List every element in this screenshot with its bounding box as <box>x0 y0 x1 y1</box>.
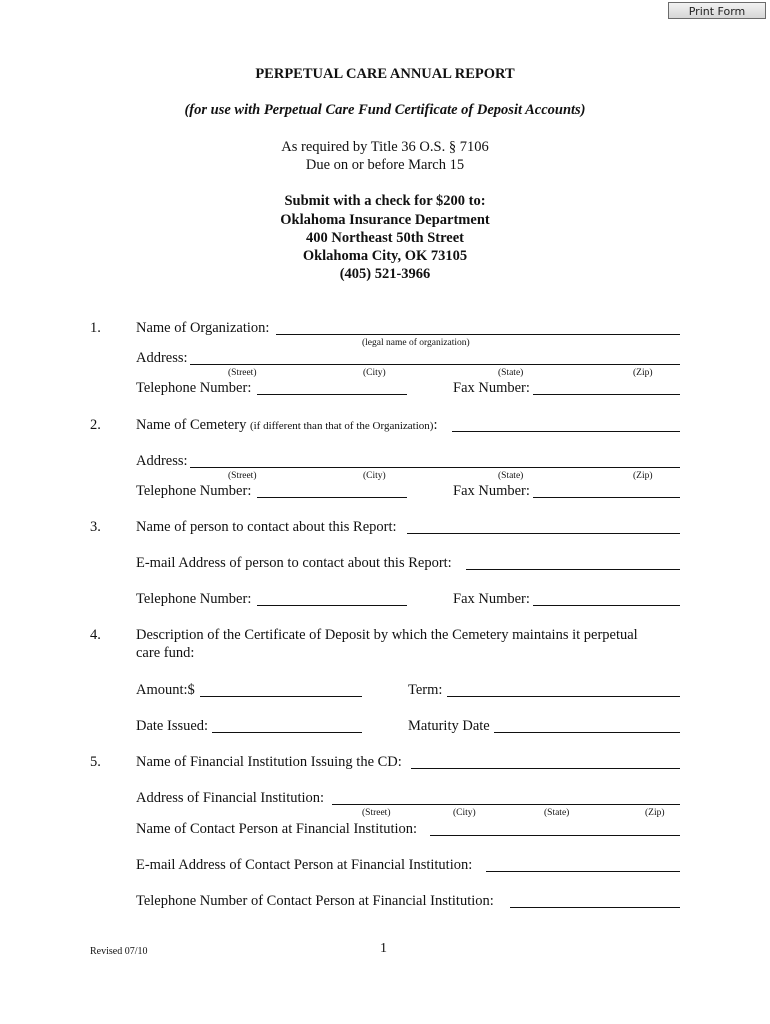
address-label: Address: <box>136 453 188 469</box>
street-hint: (Street) <box>362 808 391 818</box>
underline <box>452 431 680 432</box>
underline <box>411 768 680 769</box>
underline <box>276 334 680 335</box>
maturity-date-label: Maturity Date <box>408 718 490 734</box>
address-label: Address: <box>136 350 188 366</box>
fax-label: Fax Number: <box>453 591 530 607</box>
underline <box>190 364 680 365</box>
term-label: Term: <box>408 682 443 698</box>
department-name: Oklahoma Insurance Department <box>280 212 490 228</box>
amount-label: Amount:$ <box>136 682 195 698</box>
fi-email-field[interactable] <box>486 855 680 871</box>
zip-hint: (Zip) <box>633 368 653 378</box>
underline <box>533 605 680 606</box>
underline <box>257 394 407 395</box>
maturity-date-field[interactable] <box>494 716 680 732</box>
fi-email-label: E-mail Address of Contact Person at Financial Institution: <box>136 857 473 873</box>
page-title: PERPETUAL CARE ANNUAL REPORT <box>255 66 515 82</box>
fi-contact-label: Name of Contact Person at Financial Institution: <box>136 821 418 837</box>
cemetery-name-colon: : <box>433 417 438 433</box>
underline <box>466 569 680 570</box>
report-contact-field[interactable] <box>407 517 680 533</box>
underline <box>190 467 680 468</box>
organization-telephone-field[interactable] <box>257 378 407 394</box>
cd-description-line1: Description of the Certificate of Deposit by which the Cemetery maintains it perpetual <box>136 627 638 643</box>
underline <box>510 907 680 908</box>
zip-hint: (Zip) <box>645 808 665 818</box>
underline <box>494 732 680 733</box>
cd-description-line2: care fund: <box>136 645 195 661</box>
page-number: 1 <box>380 941 387 956</box>
city-hint: (City) <box>363 368 386 378</box>
legal-name-hint: (legal name of organization) <box>362 338 470 348</box>
due-date-text: Due on or before March 15 <box>305 157 465 173</box>
organization-name-field[interactable] <box>276 318 680 334</box>
fax-label: Fax Number: <box>453 483 530 499</box>
cemetery-name-label <box>136 417 437 434</box>
section-number: 2. <box>90 417 101 433</box>
underline <box>533 394 680 395</box>
fi-phone-field[interactable] <box>510 891 680 907</box>
state-hint: (State) <box>498 368 524 378</box>
revision-note: Revised 07/10 <box>90 946 148 957</box>
department-street: 400 Northeast 50th Street <box>306 230 464 246</box>
underline <box>447 696 680 697</box>
organization-name-label: Name of Organization: <box>136 320 270 336</box>
submit-instruction: Submit with a check for $200 to: <box>284 193 486 209</box>
department-city: Oklahoma City, OK 73105 <box>302 248 468 264</box>
street-hint: (Street) <box>228 471 257 481</box>
telephone-label: Telephone Number: <box>136 591 252 607</box>
report-contact-email-field[interactable] <box>466 553 680 569</box>
cemetery-telephone-field[interactable] <box>257 481 407 497</box>
report-contact-fax-field[interactable] <box>533 589 680 605</box>
fi-address-label: Address of Financial Institution: <box>136 790 325 806</box>
street-hint: (Street) <box>228 368 257 378</box>
city-hint: (City) <box>453 808 476 818</box>
section-number: 1. <box>90 320 101 336</box>
report-contact-telephone-field[interactable] <box>257 589 407 605</box>
fi-contact-field[interactable] <box>430 819 680 835</box>
section-number: 4. <box>90 627 101 643</box>
underline <box>332 804 680 805</box>
state-hint: (State) <box>498 471 524 481</box>
underline <box>430 835 680 836</box>
statute-reference: As required by Title 36 O.S. § 7106 <box>281 139 489 155</box>
term-field[interactable] <box>447 680 680 696</box>
fi-name-field[interactable] <box>411 752 680 768</box>
date-issued-label: Date Issued: <box>136 718 209 734</box>
cemetery-name-note: (if different than that of the Organization) <box>249 420 434 432</box>
department-phone: (405) 521-3966 <box>339 266 431 282</box>
date-issued-field[interactable] <box>212 716 362 732</box>
underline <box>200 696 362 697</box>
cemetery-name-field[interactable] <box>452 415 680 431</box>
fi-name-label: Name of Financial Institution Issuing the CD: <box>136 754 402 770</box>
fax-label: Fax Number: <box>453 380 530 396</box>
report-contact-label: Name of person to contact about this Report: <box>136 519 397 535</box>
organization-address-field[interactable] <box>190 348 680 364</box>
city-hint: (City) <box>363 471 386 481</box>
report-contact-email-label: E-mail Address of person to contact about this Report: <box>136 555 452 571</box>
page-subtitle: (for use with Perpetual Care Fund Certificate of Deposit Accounts) <box>184 102 586 118</box>
zip-hint: (Zip) <box>633 471 653 481</box>
fi-address-field[interactable] <box>332 788 680 804</box>
underline <box>212 732 362 733</box>
telephone-label: Telephone Number: <box>136 380 252 396</box>
underline <box>257 497 407 498</box>
underline <box>486 871 680 872</box>
section-number: 5. <box>90 754 101 770</box>
telephone-label: Telephone Number: <box>136 483 252 499</box>
section-number: 3. <box>90 519 101 535</box>
print-form-button[interactable]: Print Form <box>668 2 766 19</box>
organization-fax-field[interactable] <box>533 378 680 394</box>
fi-phone-label: Telephone Number of Contact Person at Financial Institution: <box>136 893 494 909</box>
cemetery-fax-field[interactable] <box>533 481 680 497</box>
state-hint: (State) <box>544 808 570 818</box>
amount-field[interactable] <box>200 680 362 696</box>
underline <box>257 605 407 606</box>
cemetery-name-label-text: Name of Cemetery <box>136 417 247 433</box>
underline <box>407 533 680 534</box>
underline <box>533 497 680 498</box>
cemetery-address-field[interactable] <box>190 451 680 467</box>
